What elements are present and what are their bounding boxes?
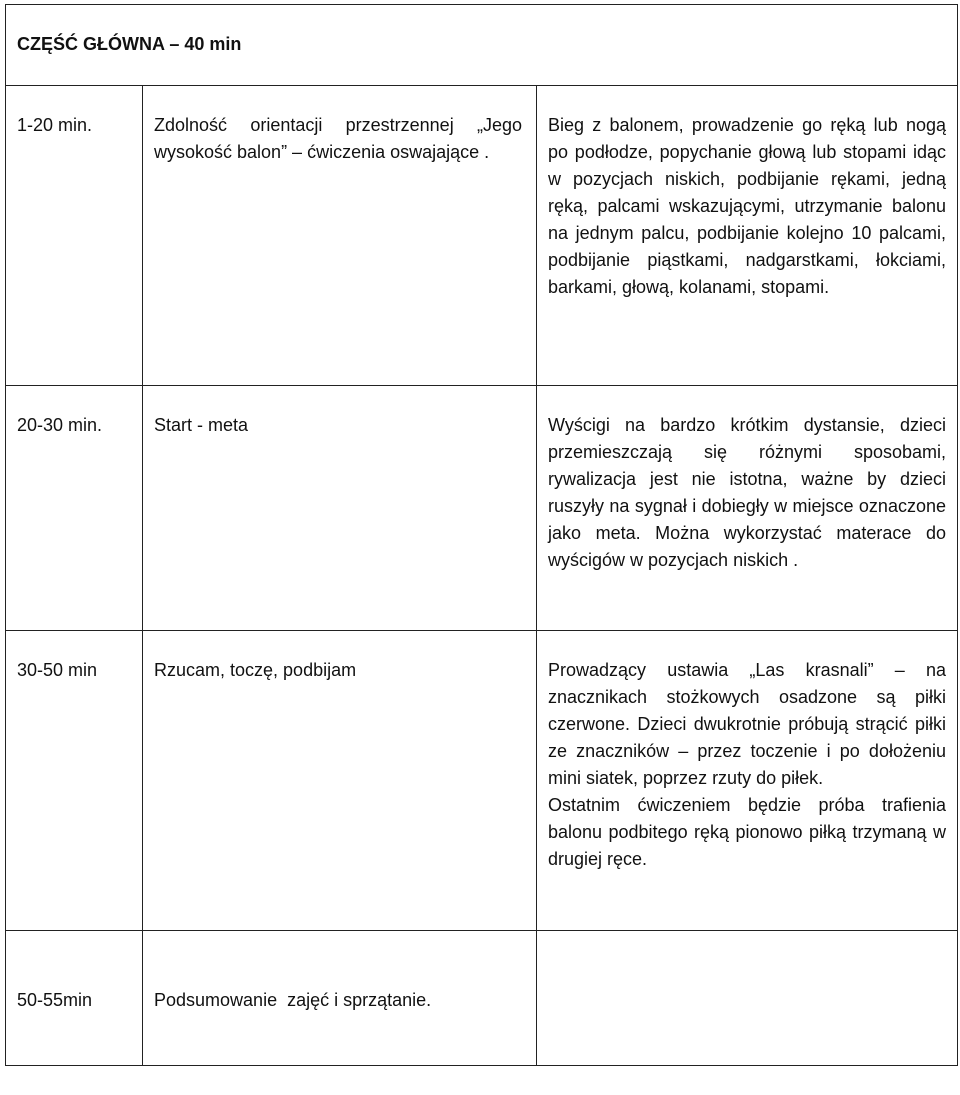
description-cell bbox=[537, 86, 958, 386]
time-text: 1-20 min. bbox=[17, 115, 93, 135]
exercise-name-text: Podsumowanie zajęć i sprzątanie. bbox=[154, 990, 432, 1010]
description-cell bbox=[537, 386, 958, 631]
exercise-name-text: Zdolność orientacji przestrzennej „Jego wysokość balon” – ćwiczenia oswajające . bbox=[154, 115, 522, 162]
table-row bbox=[6, 86, 958, 386]
section-title-text: CZĘŚĆ GŁÓWNA – 40 min bbox=[17, 34, 242, 54]
exercise-name-cell bbox=[143, 86, 537, 386]
exercise-name-cell bbox=[143, 386, 537, 631]
description-cell bbox=[537, 631, 958, 931]
table-row bbox=[6, 631, 958, 931]
description-paragraph: Bieg z balonem, prowadzenie go ręką lub nogą po podłodze, popychanie głową lub stopami idąc w pozycjach niskich, podbijanie rękami, jedną ręką, palcami wskazującymi, utrzymanie balonu na jednym palcu, podbijanie kolejno 10 palcami, podbijanie piąstkami, nadgarstkami, łokciami, barkami, głową, kolanami, stopami. bbox=[548, 115, 946, 297]
description-paragraph: Wyścigi na bardzo krótkim dystansie, dzieci przemieszczają się różnymi sposobami, rywalizacja jest nie istotna, ważne by dzieci ruszyły na sygnał i dobiegły w miejsce oznaczone jako meta. Można wykorzystać materace do wyścigów w pozycjach niskich . bbox=[548, 415, 946, 570]
time-cell bbox=[6, 386, 143, 631]
table-row bbox=[6, 931, 958, 1066]
table-header-row bbox=[6, 5, 958, 86]
lesson-plan-table bbox=[5, 4, 958, 1066]
exercise-name-cell bbox=[143, 631, 537, 931]
exercise-name-text: Start - meta bbox=[154, 415, 249, 435]
description-cell bbox=[537, 931, 958, 1066]
time-text: 20-30 min. bbox=[17, 415, 103, 435]
exercise-name-text: Rzucam, toczę, podbijam bbox=[154, 660, 357, 680]
time-cell bbox=[6, 631, 143, 931]
description-paragraph: Ostatnim ćwiczeniem będzie próba trafienia balonu podbitego ręką pionowo piłką trzymaną w drugiej ręce. bbox=[548, 795, 946, 869]
description-paragraph: Prowadzący ustawia „Las krasnali” – na znacznikach stożkowych osadzone są piłki czerwone. Dzieci dwukrotnie próbują strącić piłki ze znaczników – przez toczenie i po dołożeniu mini siatek, poprzez rzuty do piłek. bbox=[548, 660, 946, 788]
section-title bbox=[6, 5, 958, 86]
exercise-name-cell bbox=[143, 931, 537, 1066]
table-row bbox=[6, 386, 958, 631]
time-cell bbox=[6, 86, 143, 386]
time-text: 50-55min bbox=[17, 990, 93, 1010]
time-text: 30-50 min bbox=[17, 660, 98, 680]
time-cell bbox=[6, 931, 143, 1066]
